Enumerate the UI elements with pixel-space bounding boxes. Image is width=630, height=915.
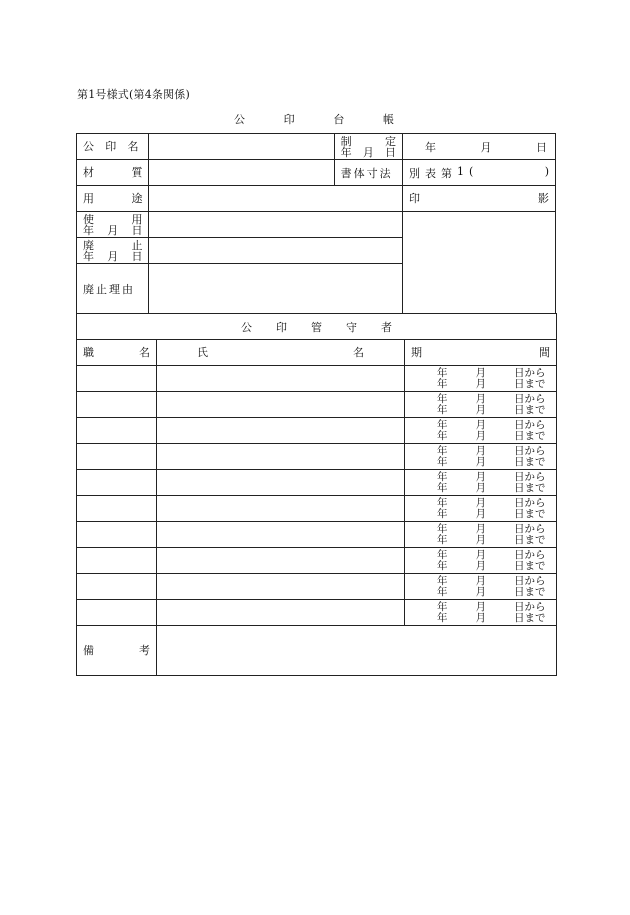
period-gap — [451, 420, 476, 431]
period-to-part: 日まで — [514, 481, 546, 494]
period-from-part: 年 — [437, 470, 448, 483]
period-gap — [490, 394, 515, 405]
period-from-part: 年 — [437, 418, 448, 431]
period-to-part: 月 — [475, 585, 487, 598]
period-from-part: 月 — [475, 522, 487, 535]
period-gap — [451, 394, 476, 405]
title-char: 帳 — [382, 113, 394, 126]
period-gap — [451, 446, 476, 457]
period-from-part: 日から — [514, 418, 546, 431]
seal-name-field[interactable] — [149, 134, 334, 160]
period-gap — [490, 602, 515, 613]
period-gap — [451, 602, 476, 613]
period-to-part: 月 — [475, 429, 487, 442]
seal-keepers-table — [76, 313, 557, 676]
seal-register-table — [76, 133, 556, 314]
keeper-row — [77, 444, 557, 470]
keeper-name-field[interactable] — [157, 418, 405, 444]
period-from-part: 月 — [475, 366, 487, 379]
period-gap — [451, 483, 476, 494]
keeper-row — [77, 418, 557, 444]
material-field[interactable] — [149, 160, 334, 186]
period-gap — [451, 379, 476, 390]
period-from-part: 月 — [475, 418, 487, 431]
period-to-part: 月 — [475, 481, 487, 494]
period-gap — [490, 472, 515, 483]
period-gap — [451, 368, 476, 379]
period-gap — [490, 509, 515, 520]
keeper-period-field[interactable] — [405, 470, 557, 496]
period-gap — [490, 379, 515, 390]
keeper-position-field[interactable] — [77, 366, 157, 392]
seal-impression-box[interactable] — [403, 212, 556, 314]
usage-start-label: 使 用 年 月 日 — [77, 212, 149, 238]
impression-label: 印 影 — [403, 186, 556, 212]
material-label: 材 質 — [77, 160, 149, 186]
period-to-part: 日まで — [514, 455, 546, 468]
keeper-row — [77, 600, 557, 626]
period-from-part: 日から — [514, 470, 546, 483]
period-to-part: 月 — [475, 507, 487, 520]
period-from-part: 日から — [514, 392, 546, 405]
period-from-part: 年 — [437, 548, 448, 561]
period-gap — [451, 498, 476, 509]
period-from-part: 日から — [514, 600, 546, 613]
title-char: 印 — [283, 113, 295, 126]
period-to-part: 日まで — [514, 507, 546, 520]
period-to-part: 年 — [437, 533, 448, 546]
period-from-part: 年 — [437, 600, 448, 613]
period-gap — [490, 431, 515, 442]
keeper-position-field[interactable] — [77, 418, 157, 444]
period-from-part: 年 — [437, 496, 448, 509]
period-to-part: 年 — [437, 377, 448, 390]
period-to-part: 月 — [475, 403, 487, 416]
appendix-reference: 別 表 第 1 ( ) — [403, 160, 556, 186]
keeper-name-field[interactable] — [157, 574, 405, 600]
keeper-period-field[interactable] — [405, 522, 557, 548]
keeper-name-field[interactable] — [157, 392, 405, 418]
keeper-period-field[interactable] — [405, 548, 557, 574]
period-gap — [451, 550, 476, 561]
form-reference: 第1号様式(第4条関係) — [77, 88, 190, 101]
period-gap — [451, 457, 476, 468]
period-from-part: 月 — [475, 496, 487, 509]
period-gap — [451, 587, 476, 598]
remarks-label: 備 考 — [77, 626, 157, 676]
remarks-field[interactable] — [157, 626, 557, 676]
period-gap — [451, 613, 476, 624]
period-from-part: 年 — [437, 392, 448, 405]
keeper-position-field[interactable] — [77, 600, 157, 626]
period-to-part: 日まで — [514, 533, 546, 546]
period-to-part: 年 — [437, 559, 448, 572]
period-gap — [451, 524, 476, 535]
form-title — [234, 111, 394, 127]
period-to-part: 月 — [475, 377, 487, 390]
period-gap — [451, 431, 476, 442]
seal-name-label: 公 印 名 — [77, 134, 149, 160]
keeper-row — [77, 496, 557, 522]
keeper-name-field[interactable] — [157, 496, 405, 522]
period-gap — [490, 587, 515, 598]
period-gap — [490, 446, 515, 457]
name-header: 氏 名 — [157, 340, 405, 366]
keeper-row — [77, 574, 557, 600]
period-gap — [490, 483, 515, 494]
period-from-part: 年 — [437, 366, 448, 379]
period-from-part: 年 — [437, 522, 448, 535]
keeper-position-field[interactable] — [77, 574, 157, 600]
period-to-part: 年 — [437, 455, 448, 468]
keeper-period-field[interactable] — [405, 418, 557, 444]
keeper-position-field[interactable] — [77, 548, 157, 574]
font-size-label: 書体寸法 — [334, 160, 402, 186]
keeper-period-field[interactable] — [405, 392, 557, 418]
period-gap — [490, 524, 515, 535]
period-gap — [451, 405, 476, 416]
keeper-name-field[interactable] — [157, 470, 405, 496]
keeper-position-field[interactable] — [77, 522, 157, 548]
period-gap — [451, 561, 476, 572]
period-from-part: 月 — [475, 470, 487, 483]
period-to-part: 年 — [437, 585, 448, 598]
period-header: 期 間 — [405, 340, 557, 366]
period-from-part: 月 — [475, 392, 487, 405]
period-gap — [490, 405, 515, 416]
keeper-row — [77, 470, 557, 496]
period-gap — [490, 368, 515, 379]
abolition-reason-label: 廃止理由 — [77, 264, 149, 314]
period-gap — [490, 535, 515, 546]
period-to-part: 日まで — [514, 611, 546, 624]
abolition-reason-field[interactable] — [149, 264, 403, 314]
period-from-part: 日から — [514, 444, 546, 457]
period-to-part: 日まで — [514, 377, 546, 390]
period-to-part: 日まで — [514, 559, 546, 572]
period-from-part: 月 — [475, 574, 487, 587]
keeper-name-field[interactable] — [157, 548, 405, 574]
period-gap — [490, 420, 515, 431]
keeper-period-field[interactable] — [405, 574, 557, 600]
title-char: 台 — [333, 113, 345, 126]
period-to-part: 月 — [475, 533, 487, 546]
keeper-position-field[interactable] — [77, 444, 157, 470]
period-gap — [451, 535, 476, 546]
purpose-field[interactable] — [149, 186, 403, 212]
period-from-part: 日から — [514, 574, 546, 587]
period-from-part: 日から — [514, 522, 546, 535]
period-to-part: 年 — [437, 481, 448, 494]
established-date-field[interactable]: 年 月 日 — [403, 134, 556, 160]
period-to-part: 日まで — [514, 585, 546, 598]
period-from-part: 月 — [475, 444, 487, 457]
period-from-part: 日から — [514, 548, 546, 561]
keeper-period-field[interactable] — [405, 366, 557, 392]
period-to-part: 月 — [475, 455, 487, 468]
period-from-part: 日から — [514, 496, 546, 509]
usage-start-field[interactable] — [149, 212, 403, 238]
keeper-position-field[interactable] — [77, 470, 157, 496]
period-gap — [490, 561, 515, 572]
keeper-row — [77, 548, 557, 574]
keeper-name-field[interactable] — [157, 522, 405, 548]
keeper-name-field[interactable] — [157, 444, 405, 470]
period-gap — [490, 550, 515, 561]
title-char: 公 — [234, 113, 245, 126]
abolition-date-field[interactable] — [149, 238, 403, 264]
abolition-date-label: 廃 止 年 月 日 — [77, 238, 149, 264]
period-gap — [490, 498, 515, 509]
period-to-part: 日まで — [514, 403, 546, 416]
keeper-position-field[interactable] — [77, 496, 157, 522]
keeper-name-field[interactable] — [157, 600, 405, 626]
period-from-part: 日から — [514, 366, 546, 379]
purpose-label: 用 途 — [77, 186, 149, 212]
period-gap — [490, 613, 515, 624]
period-from-part: 年 — [437, 444, 448, 457]
period-from-part: 年 — [437, 574, 448, 587]
period-from-part: 月 — [475, 600, 487, 613]
period-gap — [451, 472, 476, 483]
period-to-part: 月 — [475, 559, 487, 572]
period-gap — [451, 509, 476, 520]
period-to-part: 月 — [475, 611, 487, 624]
position-header: 職 名 — [77, 340, 157, 366]
established-date-label: 制 定 年 月 日 — [334, 134, 402, 160]
keeper-period-field[interactable] — [405, 600, 557, 626]
keepers-section-title: 公 印 管 守 者 — [77, 314, 557, 340]
period-gap — [490, 576, 515, 587]
period-to-part: 年 — [437, 611, 448, 624]
keeper-period-field[interactable] — [405, 444, 557, 470]
period-to-part: 年 — [437, 429, 448, 442]
period-to-part: 年 — [437, 507, 448, 520]
keeper-name-field[interactable] — [157, 366, 405, 392]
period-to-part: 年 — [437, 403, 448, 416]
keeper-row — [77, 522, 557, 548]
period-from-part: 月 — [475, 548, 487, 561]
keeper-row — [77, 366, 557, 392]
period-to-part: 日まで — [514, 429, 546, 442]
period-gap — [451, 576, 476, 587]
keeper-row — [77, 392, 557, 418]
keeper-position-field[interactable] — [77, 392, 157, 418]
period-gap — [490, 457, 515, 468]
keeper-period-field[interactable] — [405, 496, 557, 522]
